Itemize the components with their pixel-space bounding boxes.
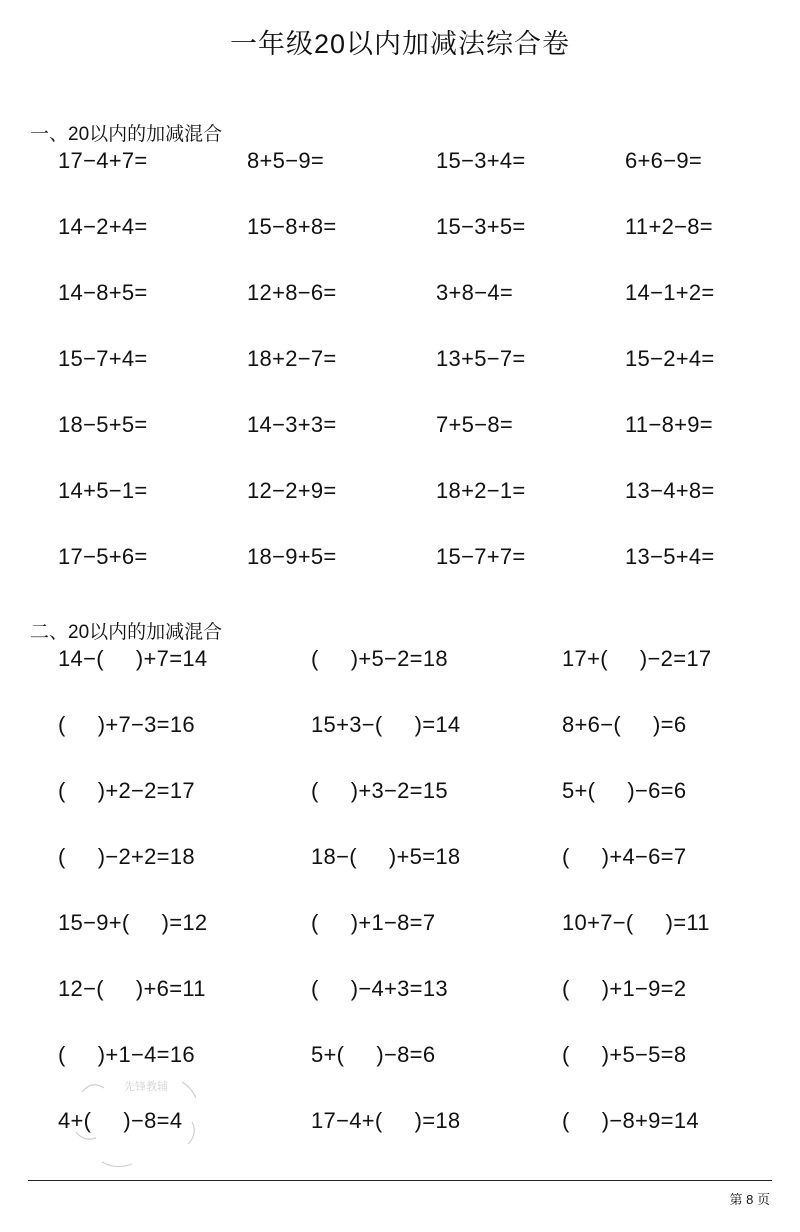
section-1-problem: 14+5−1=	[58, 478, 148, 503]
section-1-problem: 11−8+9=	[625, 412, 713, 437]
section-2-problem: 8+6−( )=6	[562, 712, 687, 737]
section-1-problem: 12−2+9=	[247, 478, 337, 503]
section-1-problem: 11+2−8=	[625, 214, 713, 239]
section-2-problem: ( )−2+2=18	[58, 844, 195, 869]
section-2-heading: 二、20以内的加减混合	[30, 622, 223, 643]
section-1-problem: 18+2−1=	[436, 478, 526, 503]
section-2-problem: ( )−4+3=13	[311, 976, 448, 1001]
section-2-problem: ( )+1−9=2	[562, 976, 687, 1001]
section-2-problem: ( )+4−6=7	[562, 844, 687, 869]
section-1-problem: 15−7+7=	[436, 544, 526, 569]
section-2-problem: ( )−8+9=14	[562, 1108, 699, 1133]
section-1-problem: 17−5+6=	[58, 544, 148, 569]
section-2-problem: 18−( )+5=18	[311, 844, 461, 869]
footer-rule	[28, 1180, 772, 1181]
section-2-problem: 5+( )−6=6	[562, 778, 687, 803]
section-1-problem: 3+8−4=	[436, 280, 514, 305]
section-2-problem: 5+( )−8=6	[311, 1042, 436, 1067]
section-2-problem: 10+7−( )=11	[562, 910, 710, 935]
section-2-problem: ( )+7−3=16	[58, 712, 195, 737]
section-1-heading: 一、20以内的加减混合	[30, 124, 223, 145]
section-1-problem: 14−3+3=	[247, 412, 337, 437]
section-1-problem: 18−9+5=	[247, 544, 337, 569]
section-2-problem: 12−( )+6=11	[58, 976, 206, 1001]
section-2-problem: ( )+3−2=15	[311, 778, 448, 803]
section-2-problem: ( )+5−2=18	[311, 646, 448, 671]
section-2-problem: 15−9+( )=12	[58, 910, 208, 935]
page-title: 一年级20以内加减法综合卷	[229, 29, 571, 59]
section-2-problem: ( )+5−5=8	[562, 1042, 687, 1067]
section-1-problem: 8+5−9=	[247, 148, 325, 173]
section-1-problem: 15−3+5=	[436, 214, 526, 239]
section-2-problem: 15+3−( )=14	[311, 712, 461, 737]
page-number: 第 8 页	[729, 1192, 770, 1207]
section-2-problem: 4+( )−8=4	[58, 1108, 183, 1133]
section-1-problem: 17−4+7=	[58, 148, 148, 173]
section-1-problem: 7+5−8=	[436, 412, 514, 437]
section-1-problem: 6+6−9=	[625, 148, 703, 173]
section-2-problem: ( )+1−4=16	[58, 1042, 195, 1067]
section-1-problem: 12+8−6=	[247, 280, 337, 305]
section-1-problem: 18+2−7=	[247, 346, 337, 371]
section-2-problem: ( )+2−2=17	[58, 778, 195, 803]
watermark-text: 先锋教辅	[124, 1080, 168, 1093]
section-1-problem: 15−8+8=	[247, 214, 337, 239]
section-1-problem: 18−5+5=	[58, 412, 148, 437]
section-2-problem: ( )+1−8=7	[311, 910, 436, 935]
section-2-problem: 17+( )−2=17	[562, 646, 712, 671]
section-1-problem: 15−2+4=	[625, 346, 715, 371]
section-2-problem: 17−4+( )=18	[311, 1108, 461, 1133]
section-1-problem: 14−2+4=	[58, 214, 148, 239]
section-1-problem: 15−3+4=	[436, 148, 526, 173]
section-1-problem: 13+5−7=	[436, 346, 526, 371]
section-1-problem: 14−8+5=	[58, 280, 148, 305]
section-1-problem: 13−4+8=	[625, 478, 715, 503]
section-2-problem: 14−( )+7=14	[58, 646, 208, 671]
section-1-problem: 15−7+4=	[58, 346, 148, 371]
section-1-problem: 13−5+4=	[625, 544, 715, 569]
section-1-problem: 14−1+2=	[625, 280, 715, 305]
